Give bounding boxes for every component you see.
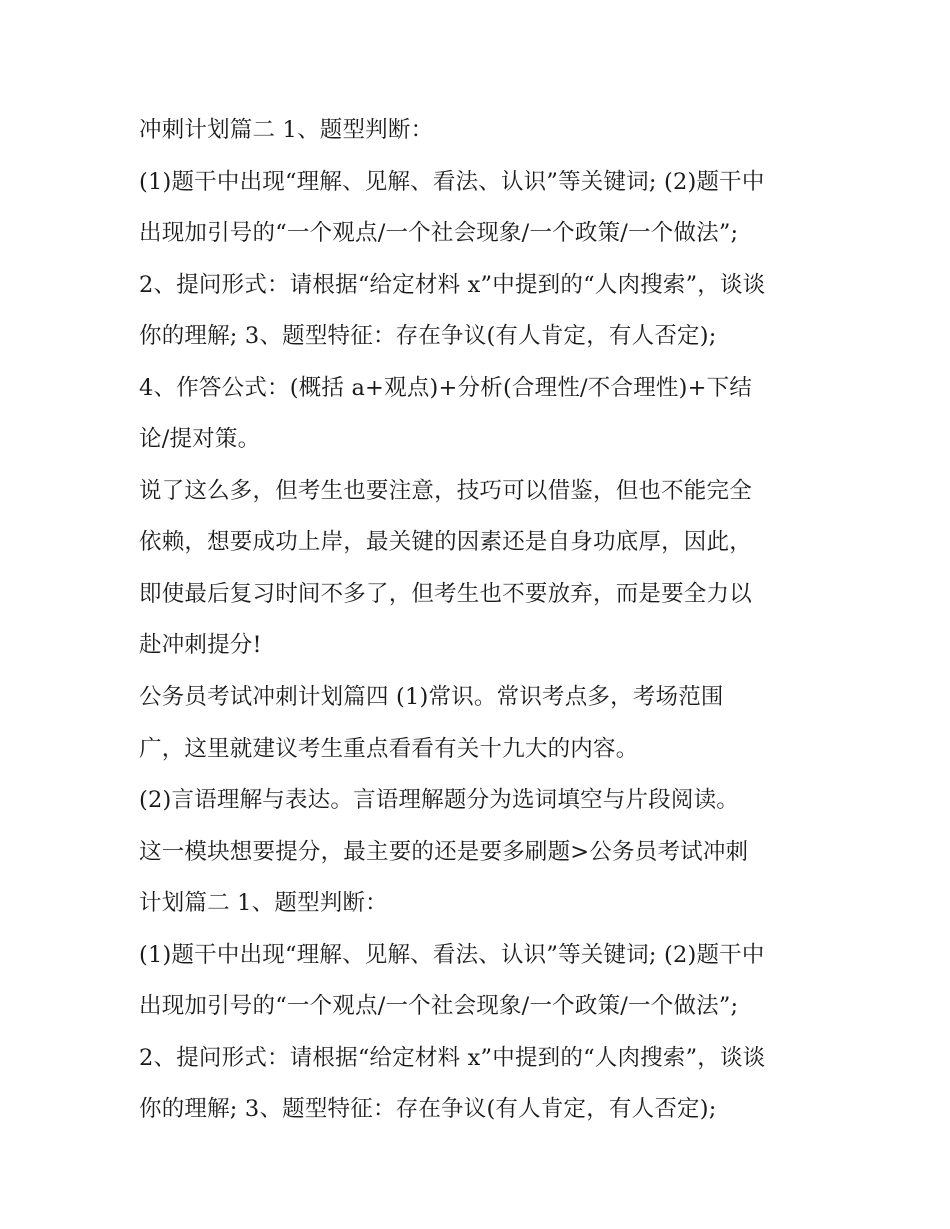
text-line: 这一模块想要提分，最主要的还是要多刷题>公务员考试冲刺	[139, 838, 749, 865]
document-body	[139, 108, 839, 1139]
text-line: 赴冲刺提分!	[139, 632, 262, 659]
text-line: 你的理解; 3、题型特征：存在争议(有人肯定，有人否定);	[139, 1096, 717, 1123]
text-line: (1)题干中出现“理解、见解、看法、认识”等关键词; (2)题干中	[139, 168, 765, 195]
text-line: 4、作答公式：(概括 a+观点)+分析(合理性/不合理性)+下结	[139, 374, 753, 401]
text-line: (1)题干中出现“理解、见解、看法、认识”等关键词; (2)题干中	[139, 941, 765, 968]
text-line: 2、提问形式：请根据“给定材料 x”中提到的“人肉搜索”，谈谈	[139, 1044, 766, 1071]
text-line: 2、提问形式：请根据“给定材料 x”中提到的“人肉搜索”，谈谈	[139, 271, 766, 298]
text-line: 出现加引号的“一个观点/一个社会现象/一个政策/一个做法”;	[139, 220, 739, 247]
text-line: 说了这么多，但考生也要注意，技巧可以借鉴，但也不能完全	[139, 477, 752, 504]
text-line: 你的理解; 3、题型特征：存在争议(有人肯定，有人否定);	[139, 323, 717, 350]
text-line: (2)言语理解与表达。言语理解题分为选词填空与片段阅读。	[139, 787, 739, 814]
text-line: 依赖，想要成功上岸，最关键的因素还是自身功底厚，因此，	[139, 529, 752, 556]
text-line: 广，这里就建议考生重点看看有关十九大的内容。	[139, 735, 639, 762]
text-line: 公务员考试冲刺计划篇四 (1)常识。常识考点多，考场范围	[139, 684, 724, 711]
text-line: 即使最后复习时间不多了，但考生也不要放弃，而是要全力以	[139, 580, 752, 607]
text-line: 论/提对策。	[139, 426, 261, 453]
text-line: 冲刺计划篇二 1、题型判断：	[139, 117, 434, 143]
text-line: 出现加引号的“一个观点/一个社会现象/一个政策/一个做法”;	[139, 993, 739, 1020]
text-line: 计划篇二 1、题型判断：	[139, 890, 388, 917]
